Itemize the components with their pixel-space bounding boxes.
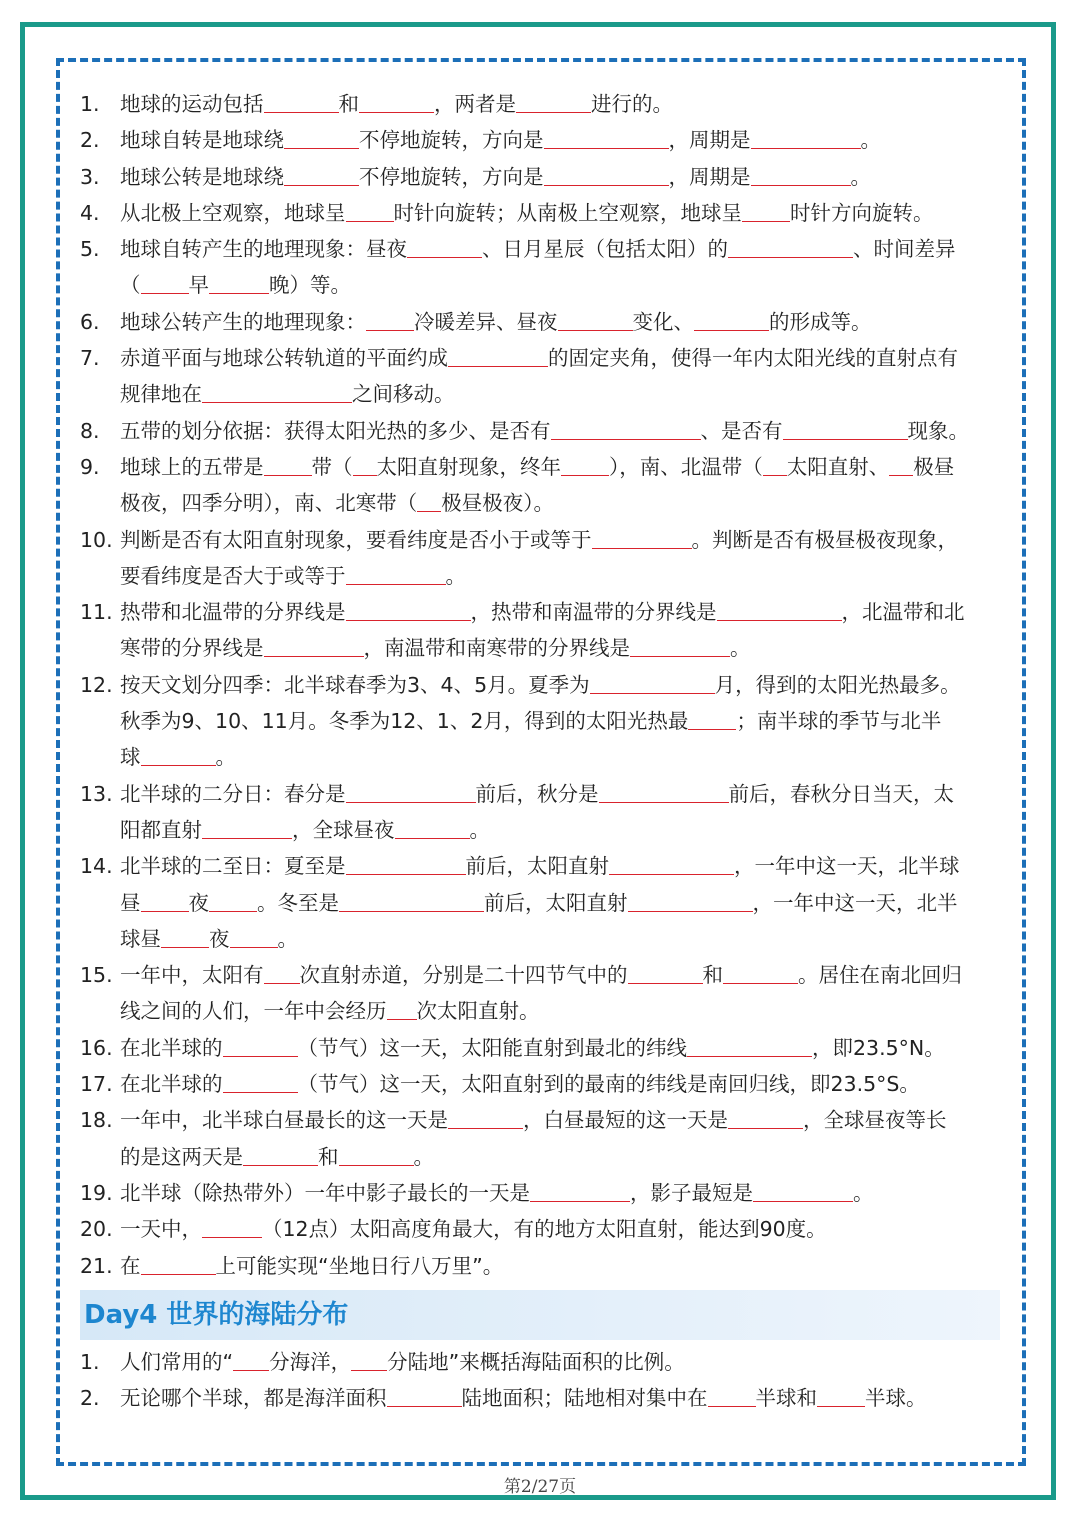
question-text: 寒带的分界线是 xyxy=(120,636,264,661)
answer-blank[interactable] xyxy=(590,671,715,694)
answer-blank[interactable] xyxy=(817,1384,865,1407)
question-text: 夜 xyxy=(188,890,209,915)
question-text: 的是这两天是 xyxy=(120,1144,243,1169)
question-item xyxy=(80,195,1000,231)
question-item xyxy=(80,776,1000,812)
question-text: 地球公转是地球绕 xyxy=(120,164,284,189)
question-text: 阳都直射 xyxy=(120,817,202,842)
answer-blank[interactable] xyxy=(284,163,359,186)
question-continuation xyxy=(80,739,1000,775)
answer-blank[interactable] xyxy=(223,1034,298,1057)
question-item xyxy=(80,1211,1000,1247)
question-text: 带（ xyxy=(311,454,353,479)
question-item xyxy=(80,848,1000,884)
question-item xyxy=(80,86,1000,122)
question-text: 分海洋， xyxy=(269,1349,352,1374)
answer-blank[interactable] xyxy=(728,235,853,258)
answer-blank[interactable] xyxy=(628,889,753,912)
question-text: 五带的划分依据：获得太阳光热的多少、是否有 xyxy=(120,418,551,443)
question-text: ，周期是 xyxy=(668,164,751,189)
answer-blank[interactable] xyxy=(448,1106,523,1129)
question-text: 和 xyxy=(338,92,359,116)
answer-blank[interactable] xyxy=(742,199,790,222)
question-text: 夜 xyxy=(209,926,230,951)
answer-blank[interactable] xyxy=(599,780,729,803)
question-text: 不停地旋转，方向是 xyxy=(359,128,544,153)
question-text: 在北半球的 xyxy=(120,1072,223,1097)
question-text: 变化、 xyxy=(632,309,694,334)
answer-blank[interactable] xyxy=(264,453,312,476)
question-item xyxy=(80,1102,1000,1138)
question-text: 不停地旋转，方向是 xyxy=(359,164,544,189)
question-text: 按天文划分四季：北半球春季为3、4、5月。夏季为 xyxy=(120,672,590,697)
answer-blank[interactable] xyxy=(346,780,476,803)
answer-blank[interactable] xyxy=(387,1384,462,1407)
answer-blank[interactable] xyxy=(889,453,913,476)
answer-blank[interactable] xyxy=(202,1215,262,1238)
question-text: 冷暖差异、昼夜 xyxy=(414,309,558,334)
question-item xyxy=(80,231,1000,267)
answer-blank[interactable] xyxy=(688,707,736,730)
question-text: 。居住在南北回归 xyxy=(798,963,962,988)
answer-blank[interactable] xyxy=(346,598,471,621)
question-text: 的形成等。 xyxy=(769,309,872,334)
question-number: 16. xyxy=(80,1035,113,1060)
question-number: 3. xyxy=(80,164,100,189)
answer-blank[interactable] xyxy=(141,271,189,294)
answer-blank[interactable] xyxy=(753,1179,853,1202)
answer-blank[interactable] xyxy=(141,1252,216,1275)
answer-blank[interactable] xyxy=(728,1106,803,1129)
question-text: 晚）等。 xyxy=(269,273,351,298)
question-text: 。判断是否有极昼极夜现象， xyxy=(691,527,958,552)
question-continuation xyxy=(80,267,1000,303)
question-item xyxy=(80,1175,1000,1211)
question-number: 14. xyxy=(80,854,113,879)
question-text: 。 xyxy=(445,563,466,588)
answer-blank[interactable] xyxy=(387,997,417,1020)
question-text: 进行的。 xyxy=(591,92,673,116)
question-text: 在北半球的 xyxy=(120,1035,223,1060)
question-text: ，周期是 xyxy=(668,128,751,153)
answer-blank[interactable] xyxy=(264,90,339,113)
question-item xyxy=(80,522,1000,558)
question-number: 8. xyxy=(80,418,100,443)
answer-blank[interactable] xyxy=(395,816,470,839)
question-item xyxy=(80,1030,1000,1066)
question-number: 19. xyxy=(80,1180,113,1205)
question-text: 赤道平面与地球公转轨道的平面约成 xyxy=(120,346,448,371)
answer-blank[interactable] xyxy=(751,163,851,186)
answer-blank[interactable] xyxy=(202,816,292,839)
answer-blank[interactable] xyxy=(351,1348,387,1371)
answer-blank[interactable] xyxy=(339,889,484,912)
question-text: 、是否有 xyxy=(700,418,783,443)
question-item xyxy=(80,1380,1000,1416)
question-list-day3 xyxy=(80,86,1000,1284)
question-text: 半球和 xyxy=(755,1386,817,1411)
question-text: ，即23.5°N。 xyxy=(812,1035,945,1060)
question-text: ，影子最短是 xyxy=(630,1180,753,1205)
question-text: 和 xyxy=(318,1144,339,1169)
answer-blank[interactable] xyxy=(783,417,908,440)
question-number: 11. xyxy=(80,600,113,625)
answer-blank[interactable] xyxy=(751,126,861,149)
question-item xyxy=(80,594,1000,630)
answer-blank[interactable] xyxy=(243,1143,318,1166)
answer-blank[interactable] xyxy=(353,453,377,476)
question-item xyxy=(80,449,1000,485)
answer-blank[interactable] xyxy=(763,453,787,476)
answer-blank[interactable] xyxy=(544,126,669,149)
question-text: 。 xyxy=(860,128,881,153)
question-text: 前后，太阳直射 xyxy=(465,854,609,879)
question-number: 4. xyxy=(80,200,100,225)
answer-blank[interactable] xyxy=(230,925,278,948)
question-text: 次太阳直射。 xyxy=(416,999,540,1024)
question-text: （ xyxy=(120,273,141,298)
question-text: 北半球的二至日：夏至是 xyxy=(120,854,346,879)
question-text: 无论哪个半球，都是海洋面积 xyxy=(120,1386,387,1411)
question-continuation xyxy=(80,885,1000,921)
question-number: 6. xyxy=(80,309,100,334)
question-text: 。冬至是 xyxy=(257,890,339,915)
question-item xyxy=(80,1066,1000,1102)
question-text: 一年中，太阳有 xyxy=(120,963,264,988)
answer-blank[interactable] xyxy=(592,526,692,549)
question-text: 太阳直射现象，终年 xyxy=(376,454,561,479)
question-text: ，一年中这一天，北半球 xyxy=(734,854,960,879)
question-text: 。 xyxy=(850,164,871,189)
question-text: 、日月星辰（包括太阳）的 xyxy=(482,237,728,262)
answer-blank[interactable] xyxy=(609,852,734,875)
worksheet-content xyxy=(80,86,1000,1416)
question-number: 20. xyxy=(80,1217,113,1242)
question-item xyxy=(80,159,1000,195)
question-text: 地球自转产生的地理现象：昼夜 xyxy=(120,237,407,262)
question-item xyxy=(80,1248,1000,1284)
answer-blank[interactable] xyxy=(209,271,269,294)
question-continuation xyxy=(80,558,1000,594)
question-text: （节气）这一天，太阳能直射到最北的纬线 xyxy=(297,1035,687,1060)
answer-blank[interactable] xyxy=(233,1348,269,1371)
question-text: 秋季为9、10、11月。冬季为12、1、2月，得到的太阳光热最 xyxy=(120,709,689,734)
question-number: 10. xyxy=(80,527,113,552)
answer-blank[interactable] xyxy=(628,961,703,984)
question-text: 极昼极夜）。 xyxy=(441,491,554,516)
question-number: 21. xyxy=(80,1253,113,1278)
question-text: 球昼 xyxy=(120,926,161,951)
answer-blank[interactable] xyxy=(264,634,364,657)
question-text: 地球上的五带是 xyxy=(120,454,264,479)
question-text: 在 xyxy=(120,1253,141,1278)
question-text: 时针向旋转；从南极上空观察，地球呈 xyxy=(393,200,742,225)
answer-blank[interactable] xyxy=(339,1143,414,1166)
answer-blank[interactable] xyxy=(694,308,769,331)
question-text: 一年中，北半球白昼最长的这一天是 xyxy=(120,1108,448,1133)
answer-blank[interactable] xyxy=(366,308,414,331)
question-text: 时针方向旋转。 xyxy=(790,200,934,225)
question-text: 北半球（除热带外）一年中影子最长的一天是 xyxy=(120,1180,530,1205)
question-text: 。 xyxy=(413,1144,434,1169)
answer-blank[interactable] xyxy=(346,852,466,875)
question-item xyxy=(80,304,1000,340)
question-text: 陆地面积；陆地相对集中在 xyxy=(461,1386,708,1411)
answer-blank[interactable] xyxy=(708,1384,756,1407)
question-number: 2. xyxy=(80,1386,100,1411)
question-continuation xyxy=(80,703,1000,739)
question-text: 之间移动。 xyxy=(352,382,455,407)
question-text: 。 xyxy=(853,1180,874,1205)
question-continuation xyxy=(80,376,1000,412)
answer-blank[interactable] xyxy=(161,925,209,948)
answer-blank[interactable] xyxy=(544,163,669,186)
question-number: 5. xyxy=(80,237,100,262)
answer-blank[interactable] xyxy=(346,199,394,222)
question-text: ；南半球的季节与北半 xyxy=(736,709,942,734)
question-text: （节气）这一天，太阳直射到的最南的纬线是南回归线，即23.5°S。 xyxy=(297,1072,920,1097)
question-text: ，热带和南温带的分界线是 xyxy=(470,600,717,625)
question-number: 9. xyxy=(80,454,100,479)
question-text: 地球自转是地球绕 xyxy=(120,128,284,153)
answer-blank[interactable] xyxy=(141,889,189,912)
question-continuation xyxy=(80,812,1000,848)
answer-blank[interactable] xyxy=(530,1179,630,1202)
question-text: ，北温带和北 xyxy=(841,600,965,625)
answer-blank[interactable] xyxy=(264,961,300,984)
question-text: 极夜，四季分明），南、北寒带（ xyxy=(120,491,418,516)
question-number: 2. xyxy=(80,128,100,153)
question-text: 前后，太阳直射 xyxy=(484,890,628,915)
question-number: 1. xyxy=(80,1349,100,1374)
question-text: 前后，秋分是 xyxy=(475,781,599,806)
question-text: 早 xyxy=(188,273,209,298)
answer-blank[interactable] xyxy=(561,453,609,476)
question-text: 。 xyxy=(469,817,490,842)
answer-blank[interactable] xyxy=(359,90,434,113)
answer-blank[interactable] xyxy=(630,634,730,657)
question-text: 。 xyxy=(730,636,751,661)
answer-blank[interactable] xyxy=(558,308,633,331)
answer-blank[interactable] xyxy=(516,90,591,113)
question-continuation xyxy=(80,1139,1000,1175)
question-text: ，白昼最短的这一天是 xyxy=(523,1108,728,1133)
question-text: 人们常用的“ xyxy=(120,1349,234,1374)
answer-blank[interactable] xyxy=(551,417,701,440)
question-text: 、时间差异 xyxy=(853,237,956,262)
question-text: 昼 xyxy=(120,890,141,915)
question-text: 线之间的人们，一年中会经历 xyxy=(120,999,387,1024)
answer-blank[interactable] xyxy=(417,489,441,512)
question-item xyxy=(80,957,1000,993)
question-item xyxy=(80,667,1000,703)
question-number: 7. xyxy=(80,346,100,371)
page-number: 第2/27页 xyxy=(503,1477,577,1497)
answer-blank[interactable] xyxy=(717,598,842,621)
question-item xyxy=(80,340,1000,376)
question-text: 从北极上空观察，地球呈 xyxy=(120,200,346,225)
question-text: 球 xyxy=(120,745,141,770)
answer-blank[interactable] xyxy=(223,1070,298,1093)
question-text: 地球公转产生的地理现象： xyxy=(120,309,366,334)
question-text: 半球。 xyxy=(865,1386,927,1411)
question-text: 和 xyxy=(702,963,723,988)
question-number: 15. xyxy=(80,963,113,988)
question-text: 一天中， xyxy=(120,1217,202,1242)
question-text: ，两者是 xyxy=(434,92,516,116)
question-item xyxy=(80,122,1000,158)
question-text: 热带和北温带的分界线是 xyxy=(120,600,346,625)
question-text: 地球的运动包括 xyxy=(120,92,264,116)
question-text: ，全球昼夜等长 xyxy=(803,1108,947,1133)
question-continuation xyxy=(80,485,1000,521)
question-text: 规律地在 xyxy=(120,382,202,407)
question-list-day4 xyxy=(80,1344,1000,1417)
question-continuation xyxy=(80,630,1000,666)
answer-blank[interactable] xyxy=(209,889,257,912)
question-text: 次直射赤道，分别是二十四节气中的 xyxy=(299,963,628,988)
question-text: 的固定夹角，使得一年内太阳光线的直射点有 xyxy=(548,346,958,371)
answer-blank[interactable] xyxy=(687,1034,812,1057)
question-text: ），南、北温带（ xyxy=(609,454,763,479)
question-text: （12点）太阳高度角最大，有的地方太阳直射，能达到90度。 xyxy=(262,1217,827,1242)
question-text: ，全球昼夜 xyxy=(292,817,395,842)
question-number: 1. xyxy=(80,92,100,116)
question-text: 要看纬度是否大于或等于 xyxy=(120,563,346,588)
answer-blank[interactable] xyxy=(723,961,798,984)
question-text: 北半球的二分日：春分是 xyxy=(120,781,346,806)
question-number: 18. xyxy=(80,1108,113,1133)
question-text: 。 xyxy=(277,926,298,951)
question-text: 分陆地”来概括海陆面积的比例。 xyxy=(387,1349,685,1374)
question-item xyxy=(80,1344,1000,1380)
answer-blank[interactable] xyxy=(202,380,352,403)
answer-blank[interactable] xyxy=(407,235,482,258)
question-text: 太阳直射、 xyxy=(786,454,890,479)
question-item xyxy=(80,413,1000,449)
question-text: 月，得到的太阳光热最多。 xyxy=(714,672,961,697)
answer-blank[interactable] xyxy=(284,126,359,149)
question-text: 前后，春秋分日当天，太 xyxy=(728,781,954,806)
question-text: 。 xyxy=(215,745,236,770)
question-text: 上可能实现“坐地日行八万里”。 xyxy=(215,1253,504,1278)
answer-blank[interactable] xyxy=(448,344,548,367)
question-text: 极昼 xyxy=(913,454,955,479)
question-continuation xyxy=(80,993,1000,1029)
question-text: 现象。 xyxy=(907,418,969,443)
question-text: ，南温带和南寒带的分界线是 xyxy=(363,636,630,661)
answer-blank[interactable] xyxy=(346,562,446,585)
question-number: 13. xyxy=(80,781,113,806)
section-title: Day4 世界的海陆分布 xyxy=(80,1290,1000,1340)
question-continuation xyxy=(80,921,1000,957)
question-text: 判断是否有太阳直射现象，要看纬度是否小于或等于 xyxy=(120,527,592,552)
question-number: 17. xyxy=(80,1072,113,1097)
question-text: ，一年中这一天，北半 xyxy=(752,890,958,915)
question-number: 12. xyxy=(80,672,113,697)
answer-blank[interactable] xyxy=(141,743,216,766)
